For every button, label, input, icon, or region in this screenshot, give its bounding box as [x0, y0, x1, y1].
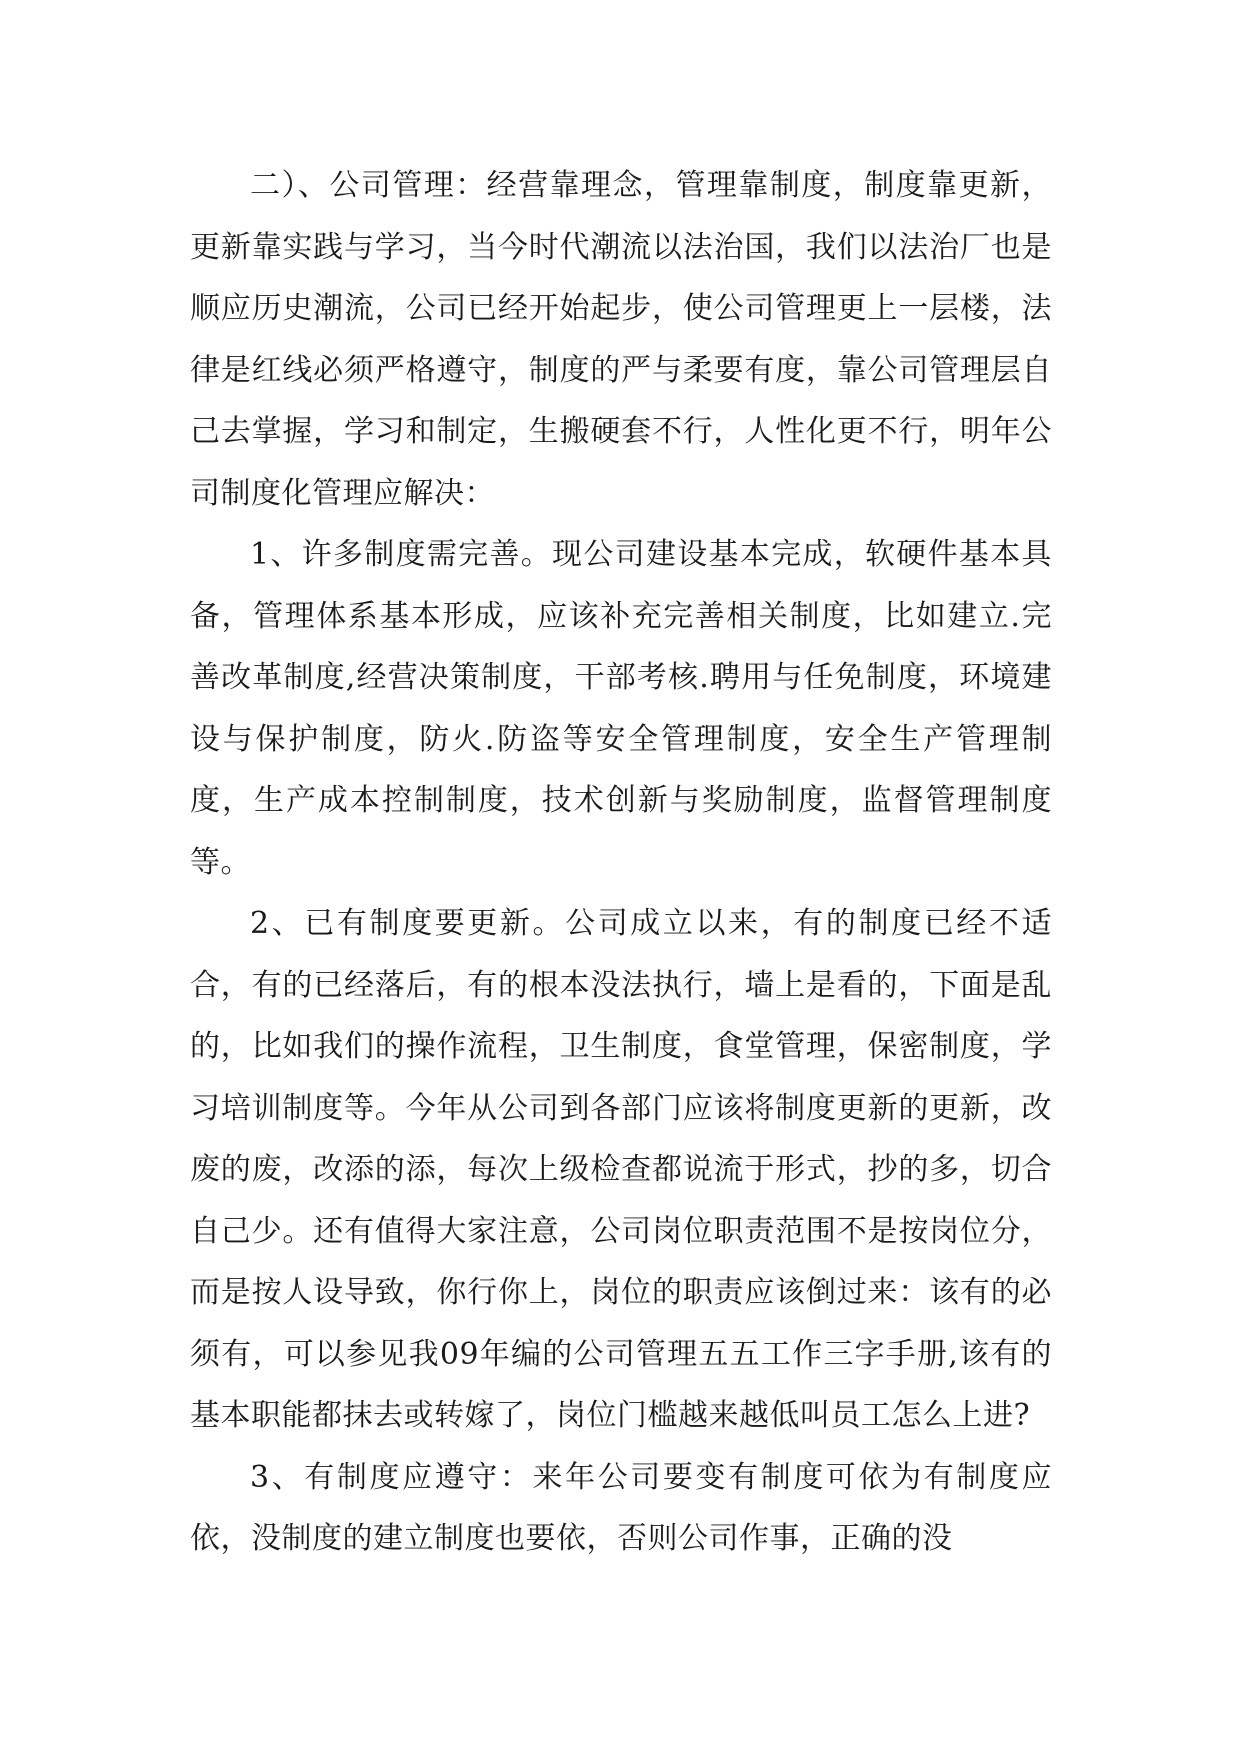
paragraph-item-1: 1、许多制度需完善。现公司建设基本完成，软硬件基本具备，管理体系基本形成，应该补充完善相关制度，比如建立.完善改革制度,经营决策制度，干部考核.聘用与任免制度，环境建设与保护制度，防火.防盗等安全管理制度，安全生产管理制度，生产成本控制制度，技术创新与奖励制度，监督管理制度等。: [190, 537, 1052, 880]
paragraph-item-3: 3、有制度应遵守：来年公司要变有制度可依为有制度应依，没制度的建立制度也要依，否则公司作事，正确的没: [190, 1459, 1052, 1556]
document-body: [190, 155, 1052, 1570]
paragraph-item-2: 2、已有制度要更新。公司成立以来，有的制度已经不适合，有的已经落后，有的根本没法执行，墙上是看的，下面是乱的，比如我们的操作流程，卫生制度，食堂管理，保密制度，学习培训制度等。今年从公司到各部门应该将制度更新的更新，改废的废，改添的添，每次上级检查都说流于形式，抄的多，切合自己少。还有值得大家注意，公司岗位职责范围不是按岗位分，而是按人设导致，你行你上，岗位的职责应该倒过来：该有的必须有，可以参见我09年编的公司管理五五工作三字手册,该有的基本职能都抹去或转嫁了，岗位门槛越来越低叫员工怎么上进?: [190, 906, 1052, 1433]
paragraph-company-management: 二）、公司管理：经营靠理念，管理靠制度，制度靠更新，更新靠实践与学习，当今时代潮流以法治国，我们以法治厂也是顺应历史潮流，公司已经开始起步，使公司管理更上一层楼，法律是红线必须严格遵守，制度的严与柔要有度，靠公司管理层自己去掌握，学习和制定，生搬硬套不行，人性化更不行，明年公司制度化管理应解决：: [190, 168, 1052, 511]
